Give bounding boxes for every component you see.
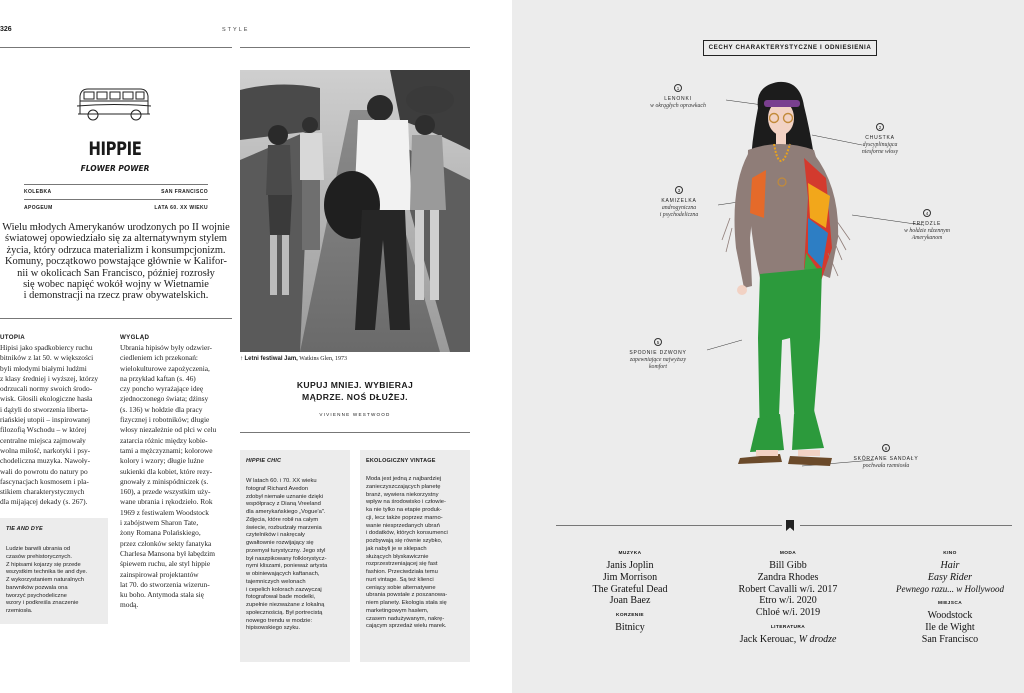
film-item: Easy Rider <box>927 571 973 583</box>
text-line: wali do powrotu do natury po <box>0 466 88 476</box>
text-line: centralne miejsca zajmowały <box>0 435 86 445</box>
film-item: Pewnego razu... w Hollywood <box>896 583 1004 594</box>
text-line: zdobył niemałe uznanie dzięki <box>246 493 324 500</box>
korzenie-heading: KORZENIE <box>616 613 644 619</box>
text-line: tworzyć psychodeliczne <box>6 592 67 599</box>
text-line: niem planety. Ekologia stała się <box>366 600 447 606</box>
article-title: HIPPIE <box>88 138 142 160</box>
text-line: sukienki dla kobiet, które rezy- <box>120 466 213 476</box>
text-line: gwałtownie rozwijający się <box>246 540 314 546</box>
annotation-desc: komfort <box>648 364 668 370</box>
places-item: Woodstock <box>927 610 973 622</box>
text-line: ciedleniem ich przekonań: <box>120 353 198 363</box>
text-line: przemysł turystyczny. Jego styl <box>246 547 326 554</box>
fashion-heading: MODA <box>779 551 797 556</box>
text-line: czasem nadużywanym, nakrę- <box>366 615 445 622</box>
fashion-item: Etro w/i. 2020 <box>759 595 817 607</box>
lead-line: światowej opowiedziało się za alternatywnym stylem <box>5 233 227 245</box>
lead-line: Wielu młodych Amerykanów urodzonych po II wojnie <box>2 222 230 233</box>
text-line: modą. <box>120 600 139 610</box>
literature-item <box>720 634 856 646</box>
photo-caption <box>240 356 347 362</box>
wyglad-heading: WYGLĄD <box>120 334 150 341</box>
hippie-figure-illustration <box>700 78 880 498</box>
text-line: ku boho. Antymoda stała się <box>120 590 204 600</box>
text-line: rzemiosła. <box>6 608 33 614</box>
text-line: wpływ na środowisko i człowie- <box>366 499 446 506</box>
text-line: chodeliczna muzyka. Nawoły- <box>0 456 91 466</box>
text-line: fotografował bade modelki, <box>246 594 316 601</box>
text-line: zainspirował projektantów <box>120 569 199 579</box>
annotation-desc: niesforne włosy <box>861 149 899 155</box>
text-line: Moda jest jedną z najbardziej <box>366 476 442 482</box>
caption-arrow: ↑ <box>240 356 243 362</box>
text-line: i dążyli do stworzenia liberta- <box>0 404 89 414</box>
text-line: zatarcia różnic między kobie- <box>120 435 208 445</box>
text-line: bitników z lat 50. w większości <box>0 353 94 363</box>
quote-rule <box>240 432 470 433</box>
text-line: dla amerykańskiego „Vogue'a". <box>246 509 326 515</box>
text-line: i cepelich kolorach zazwyczaj <box>246 586 322 593</box>
tie-dye-text <box>6 546 106 616</box>
meta-rule-mid <box>24 199 208 200</box>
text-line: riańskiej utopii – inspirowanej <box>0 415 91 425</box>
music-item: Janis Joplin <box>606 560 654 571</box>
text-line: dla mijającej dekady (s. 267). <box>0 497 88 507</box>
text-line: i zabójstwem Sharon Tate, <box>120 518 199 528</box>
music-heading: MUZYKA <box>618 551 642 556</box>
text-line: kolory i wzory; długie luźne <box>120 456 204 466</box>
text-line: i dodatków, których konsumenci <box>366 530 448 537</box>
annotation-label: KAMIZELKA <box>661 198 697 204</box>
text-line: fizycznej i robotników; długie <box>120 415 210 425</box>
text-line: służących błyskawicznie <box>366 553 429 560</box>
fashion-item: Zandra Rhodes <box>757 571 819 583</box>
lead-rule <box>0 318 232 319</box>
text-line: czy poncho wyrażające ideę <box>120 384 204 394</box>
utopia-heading: UTOPIA <box>0 334 26 341</box>
text-line: cającym sprzedaż wielu marek. <box>366 623 447 630</box>
meta-value: SAN FRANCISCO <box>161 189 208 195</box>
hippie-chic-box <box>240 450 350 662</box>
annotation-desc: pochwała rzemiosła <box>862 463 910 469</box>
meta-key: APOGEUM <box>24 205 53 211</box>
refs-rule-left <box>556 525 782 526</box>
annotation-label: FRĘDZLE <box>912 221 942 227</box>
text-line: hipisowskiego szyku. <box>246 625 301 632</box>
text-line: wanie niesprzedanych ubrań <box>366 522 440 529</box>
eco-vintage-text <box>366 476 468 631</box>
header-rule-right <box>240 47 470 48</box>
text-line: czasów prehistorycznych. <box>6 553 73 560</box>
text-line: przez członków sekty fanatyka <box>120 538 212 548</box>
lead-line: życia, który odrzuca materializm i konsumpcjonizm. <box>6 244 226 256</box>
text-line: fotograf Richard Avedon <box>246 485 309 492</box>
text-line: jak nabyli je w sklepach <box>366 545 427 552</box>
text-line: tajemniczych welonach <box>246 578 306 585</box>
caption-rest: Watkins Glen, 1973 <box>299 356 347 362</box>
text-line: Ubrania hipisów były odzwier- <box>120 343 213 352</box>
text-line: w obiniewających kaftanach, <box>246 571 320 577</box>
text-line: zjednoczonego świata; dżinsy <box>120 394 209 404</box>
lead-line: nii w okolicach San Francisco, później rozrosły <box>17 267 215 279</box>
film-item: Hair <box>940 560 960 571</box>
annotation-label: SPODNIE DZWONY <box>629 350 687 356</box>
text-line: byli młodymi białymi ludźmi <box>0 363 87 373</box>
music-item: Joan Baez <box>609 595 651 607</box>
annotation-desc: i psychodeliczna <box>659 212 699 218</box>
text-line: fashion. Przeciwdziała temu <box>366 569 438 575</box>
references-film <box>888 551 1012 646</box>
page-number: 326 <box>0 26 12 33</box>
annotation-desc: w hołdzie rdzennym <box>904 228 950 234</box>
wyglad-text <box>120 343 236 611</box>
annotation-label: SKÓRZANE SANDAŁY <box>853 456 919 462</box>
text-line: nowego trendu w modzie: <box>246 617 313 624</box>
text-line: nymi kliszami, ponieważ artysta <box>246 563 328 570</box>
places-item: San Francisco <box>921 633 979 645</box>
annotation-label: CHUSTKA <box>865 135 895 141</box>
text-line: śpiewem ruchu, ale styl hippie <box>120 559 211 569</box>
quote-line: KUPUJ MNIEJ. WYBIERAJ <box>296 380 414 390</box>
annotation-number: 1 <box>674 84 682 92</box>
text-line: wisk. Głosili ekologiczne hasła <box>0 394 93 404</box>
text-line: filozofią Wschodu – w której <box>0 425 87 435</box>
hippie-chic-text <box>246 478 348 633</box>
annotation-number: 4 <box>923 209 931 217</box>
music-item: Jim Morrison <box>602 571 658 583</box>
annotation-number: 2 <box>876 123 884 131</box>
text-line: cji, lecz także poprzez marno- <box>366 514 443 521</box>
tie-dye-heading: TIE AND DYE <box>6 526 43 532</box>
literature-title: W drodze <box>798 633 837 645</box>
fashion-item: Robert Cavalli w/i. 2017 <box>738 583 838 595</box>
text-line: wzory i podkreśla znaczenie <box>6 600 79 607</box>
text-line: Hipisi jako spadkobiercy ruchu <box>0 343 93 352</box>
annotation-desc: w okrągłych oprawkach <box>650 103 706 109</box>
characteristics-title: CECHY CHARAKTERYSTYCZNE I ODNIESIENIA <box>703 40 877 56</box>
annotation-number: 3 <box>675 186 683 194</box>
places-heading: MIEJSCA <box>937 601 963 607</box>
references-fashion <box>720 551 856 646</box>
text-line: pozbywają się równie szybko, <box>366 538 443 544</box>
references-music <box>570 551 690 634</box>
text-line: wolna miłość, narkotyki i psy- <box>0 445 91 455</box>
festival-photo-illustration <box>240 70 470 352</box>
bookmark-icon <box>785 520 795 531</box>
quote-line: MĄDRZE. NOŚ DŁUŻEJ. <box>302 391 408 402</box>
text-line: społecznością. Był portrecistą <box>246 609 323 616</box>
lead-paragraph <box>0 222 232 302</box>
text-line: barwników pozwala ona <box>6 584 68 591</box>
lead-line: się wobec napięć wokół wojny w Wietnamie <box>23 279 209 291</box>
text-line: ceniący sobie alternatywne <box>366 584 436 591</box>
music-item: The Grateful Dead <box>592 583 668 595</box>
literature-author: Jack Kerouac, <box>739 633 797 645</box>
festival-photo <box>240 70 470 352</box>
meta-rule-top <box>24 184 208 185</box>
text-line: był naszpikowany folklorystycz- <box>246 555 327 562</box>
text-line: na przykład kaftan (s. 46) <box>120 373 196 383</box>
text-line: Zdjęcia, które robił na całym <box>246 516 319 523</box>
text-line: żony Romana Polańskiego, <box>120 528 201 538</box>
text-line: zanieczyszczających planetę <box>366 483 441 490</box>
text-line: zupełnie niezważane z lokalną <box>246 602 325 608</box>
text-line: branż, wywiera niekorzystny <box>366 491 439 498</box>
hippie-chic-heading: HIPPIE CHIC <box>246 458 282 464</box>
article-subtitle: FLOWER POWER <box>80 164 150 173</box>
fashion-item: Chloé w/i. 2019 <box>755 607 821 619</box>
lead-line: i demonstracji na rzecz praw obywatelskich. <box>23 290 209 302</box>
text-line: Charlesa Mansona był łabędzim <box>120 548 216 558</box>
annotation-desc: Amerykanom <box>911 235 943 241</box>
text-line: 160), a przede wszystkim uży- <box>120 487 211 497</box>
refs-rule-right <box>800 525 1012 526</box>
text-line: stikiem charakterystycznych <box>0 487 85 497</box>
tie-dye-box <box>0 518 108 624</box>
film-heading: KINO <box>943 551 957 556</box>
quote-author: VIVIENNE WESTWOOD <box>319 412 391 417</box>
text-line: marketingowym hasłem, <box>366 607 429 614</box>
vw-van-icon <box>76 84 152 124</box>
eco-vintage-box <box>360 450 470 662</box>
fashion-item: Bill Gibb <box>769 560 807 571</box>
text-line: wane ubrania i rękodzieło. Rok <box>120 497 213 507</box>
text-line: lat 70. do stworzenia wizerun- <box>120 579 210 589</box>
text-line: rozprzestrzeniającej się fast <box>366 561 438 568</box>
annotation-number: 6 <box>882 444 890 452</box>
utopia-text <box>0 343 112 508</box>
text-line: Z wykorzystaniem naturalnych <box>6 577 84 583</box>
eco-vintage-heading: EKOLOGICZNY VINTAGE <box>366 458 436 464</box>
text-line: świecie, rozbudzały marzenia <box>246 524 322 531</box>
annotation-desc: dyscyplinująca <box>862 142 898 148</box>
annotation-number: 5 <box>654 338 662 346</box>
text-line: Ludzie barwili ubrania od <box>6 546 71 552</box>
text-line: z klasy średniej i wyższej, którzy <box>0 373 99 383</box>
places-item: Ile de Wight <box>925 622 975 634</box>
text-line: 1969 z festiwalem Woodstock <box>120 507 209 517</box>
meta-value: LATA 60. XX WIEKU <box>154 205 208 211</box>
text-line: ubrania powstałe z poszanowa- <box>366 592 448 599</box>
section-label: STYLE <box>222 27 250 33</box>
text-line: czytelników i nakręcały <box>246 532 305 539</box>
text-line: nurt vintage. Są też klienci <box>366 576 434 583</box>
text-line: wielokulturowe zapożyczenia, <box>120 363 210 373</box>
caption-bold: Letni festiwal Jam, <box>244 356 298 362</box>
pull-quote <box>262 380 448 403</box>
text-line: Z hipisami kojarzy się przede <box>6 561 81 568</box>
lead-line: Komuny, początkowo powstające głównie w Kalifor- <box>5 256 227 268</box>
annotation-label: LENONKI <box>664 96 692 102</box>
literature-heading: LITERATURA <box>770 624 806 630</box>
text-line: ka nie tylko na etapie produk- <box>366 507 442 513</box>
text-line: odrzucali normy swoich środo- <box>0 384 93 394</box>
text-line: tami a mężczyznami; kolorowe <box>120 445 213 455</box>
header-rule-left <box>0 47 232 48</box>
text-line: wszystkim technika tie and dye. <box>6 569 88 576</box>
annotation-desc: zapewniające najwyższy <box>629 357 687 363</box>
text-line: (s. 136) w hołdzie dla pracy <box>120 404 203 414</box>
text-line: fascynacjach kosmosem i pla- <box>0 476 89 486</box>
annotation-desc: androgyniczna <box>661 205 697 211</box>
text-line: gnowały z minispódniczek (s. <box>120 476 209 486</box>
text-line: współpracy z Dianą Vreeland <box>246 501 321 508</box>
meta-key: KOLEBKA <box>24 189 52 195</box>
text-line: włosy niezależnie od płci w celu <box>120 425 217 435</box>
text-line: W latach 60. i 70. XX wieku <box>246 478 317 484</box>
korzenie-item: Bitnicy <box>615 622 645 634</box>
